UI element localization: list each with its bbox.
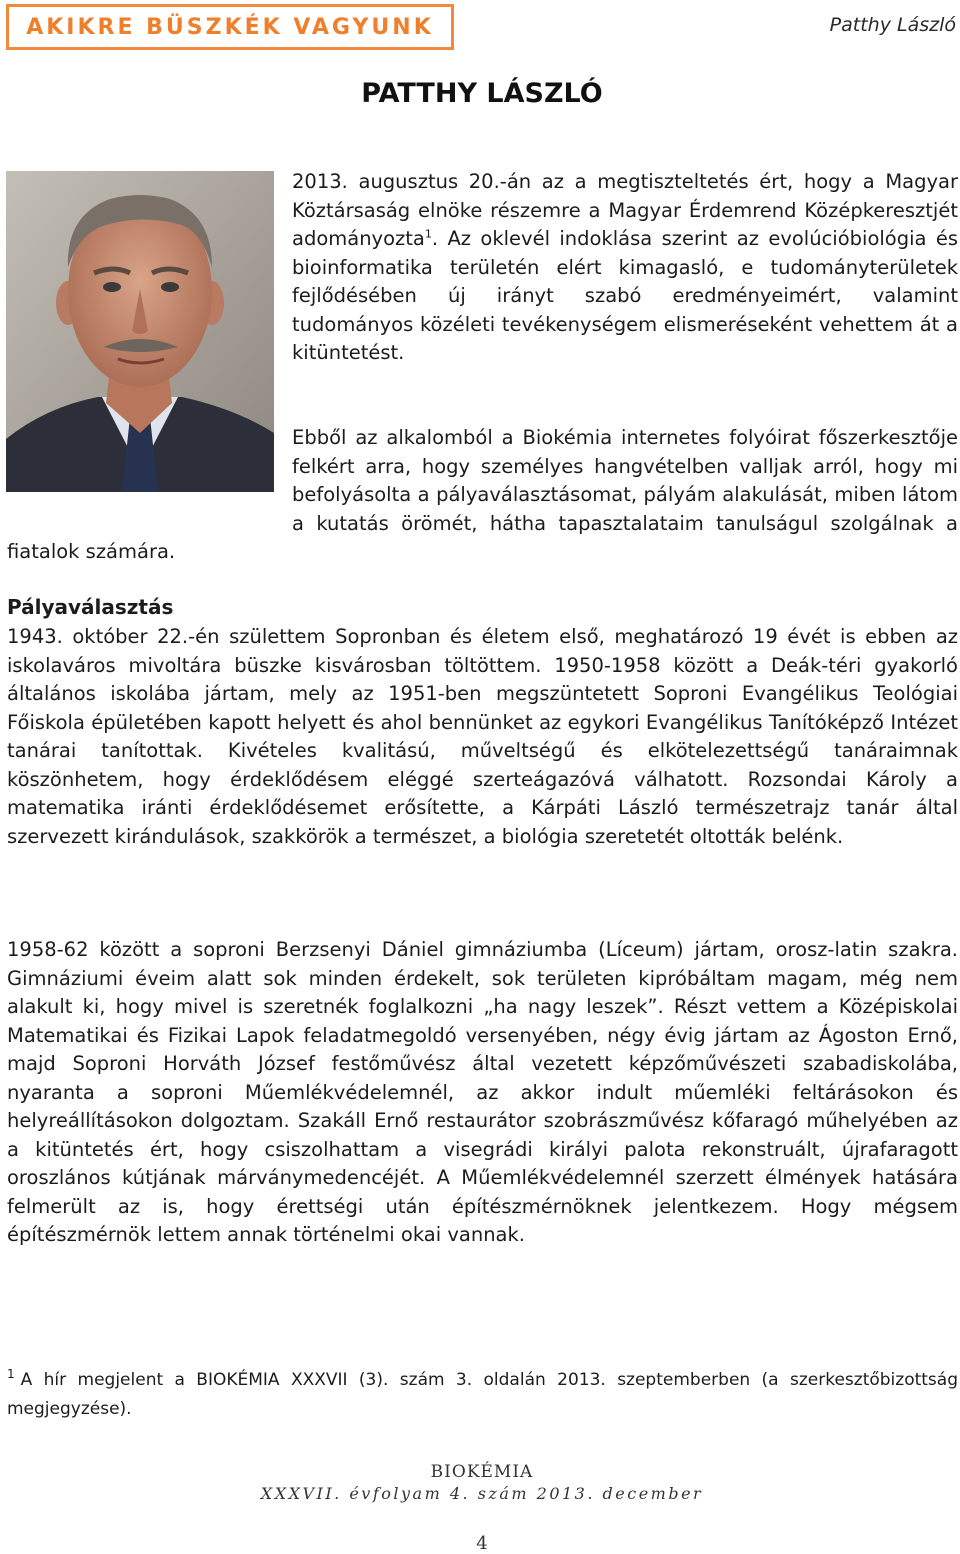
page-number: 4 xyxy=(476,1533,488,1554)
footer-issue: XXXVII. évfolyam 4. szám 2013. december xyxy=(260,1484,704,1503)
footnote-mark: 1 xyxy=(7,1367,15,1382)
section-heading: Pályaválasztás xyxy=(7,595,174,619)
article-title: PATTHY LÁSZLÓ xyxy=(361,78,603,109)
series-header-band xyxy=(6,4,454,50)
childhood-paragraph: 1943. október 22.-én születtem Sopronban és életem első, meghatározó 19 évét is ebben az iskolaváros mivoltára büszke kisvárosban töltöttem. 1950-1958 között a Deák-téri gyakorló általános iskolába jártam, mely az 1951-ben megszüntetett Soproni Evangélikus Teológiai Főiskola épületében kapott helyett és ahol bennünket az egykori Evangélikus Tanítóképző Intézet tanárai tanítottak. Kivételes kvalitású, műveltségű és elkötelezettségű tanáraimnak köszönhetem, hogy érdeklődésem eléggé szerteágazóvá válhatott. Rozsondai Károly a matematika iránti érdeklődésemet erősítette, a Kárpáti László természetrajz tanár által szervezett kirándulások, szakkörök a természet, a biológia szeretetét oltották belénk. xyxy=(7,625,958,848)
series-header-box xyxy=(9,7,451,47)
footnote-reference[interactable]: 1 xyxy=(424,227,432,241)
commission-paragraph xyxy=(7,424,958,567)
footer-journal-name: BIOKÉMIA xyxy=(430,1462,534,1482)
photo-wrap-spacer xyxy=(7,424,292,510)
footnote xyxy=(7,1366,958,1424)
footnote-text: A hír megjelent a BIOKÉMIA XXXVII (3). szám 3. oldalán 2013. szeptemberben (a szerkesztőbizottság megjegyzése). xyxy=(7,1370,958,1419)
series-label: AKIKRE BÜSZKÉK VAGYUNK xyxy=(26,14,434,40)
intro-text-end: . Az oklevél indoklása szerint az evolúcióbiológia és bioinformatika területén elért kimagasló, e tudományterületek fejlődésében új irányt szabó eredményeimért, valamint tudományos közéleti tevékenységem elismeréseként vehettem át a kitüntetést. xyxy=(292,227,958,364)
intro-paragraph xyxy=(292,168,958,368)
running-header-name: Patthy László xyxy=(829,14,956,36)
intro-text-start: 2013. augusztus 20.-án az a megtiszteltetés ért, hogy a Magyar Köztársaság elnöke részemre a Magyar Érdemrend Középkeresztjét adományozta xyxy=(292,170,958,250)
gymnasium-paragraph: 1958-62 között a soproni Berzsenyi Dániel gimnáziumba (Líceum) jártam, orosz-latin szakra. Gimnáziumi éveim alatt sok minden érdekelt, sok területen kipróbáltam magam, még nem alakult ki, hogy mivel is szeretnék foglalkozni „ha nagy leszek”. Részt vettem a Középiskolai Matematikai és Fizikai Lapok feladatmegoldó versenyében, négy évig jártam az Ágoston Ernő, majd Soproni Horváth József festőművész által vezetett képzőművészeti szabadiskolába, nyaranta a soproni Műemlékvédelemnél, az akkor indult műemléki feltárásokon és helyreállításokon dolgoztam. Szakáll Ernő restaurátor szobrászművész kőfaragó műhelyében az a kitüntetés ért, hogy csiszolhattam a visegrádi királyi palota rekonstruált, újrafaragott oroszlános kútjának márványmedencéjét. A Műemlékvédelemnél szerzett élmények hatására felmerült az is, hogy érettségi után építészmérnöknek jelentkezem. Hogy mégsem építészmérnök lettem annak történelmi okai vannak. xyxy=(7,938,958,1246)
commission-paragraph-text: Ebből az alkalomból a Biokémia internetes folyóirat főszerkesztője felkért arra, hogy személyes hangvételben valljak arról, hogy mi befolyásolta a pályaválasztásomat, pályám alakulását, miben látom a kutatás örömét, hátha tapasztalataim tanulságul szolgálnak a fiatalok számára. xyxy=(7,426,958,563)
